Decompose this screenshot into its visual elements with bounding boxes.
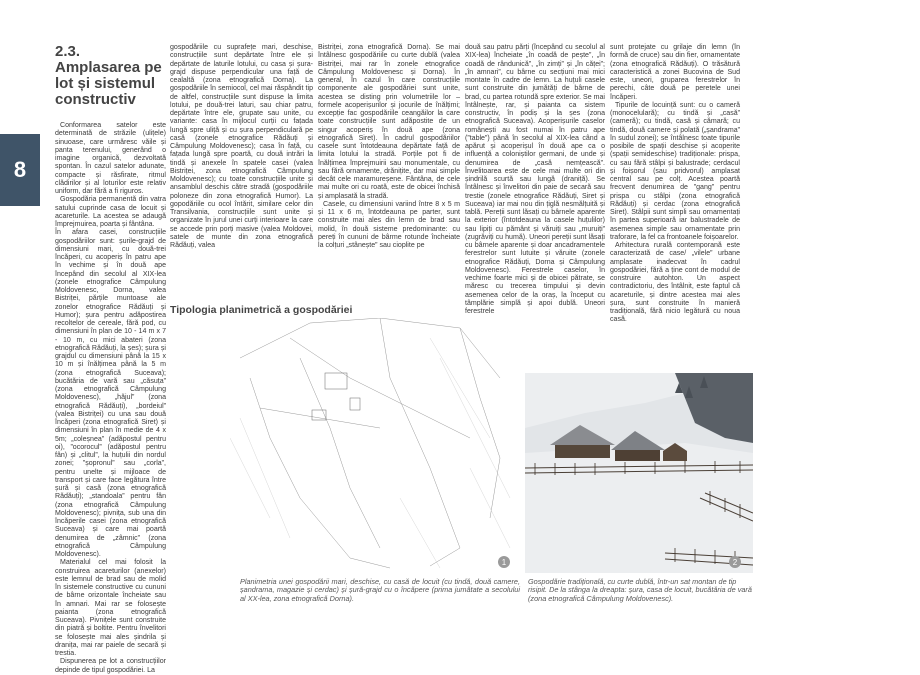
figure-caption-2: Gospodărie tradițională, cu curte dublă, într-un sat montan de tip risipit. De la stânga la dreapta: șura, casa de locuit, bucătăria de vară (zona etnografică Câmpulung Moldovenesc). <box>528 577 752 603</box>
paragraph: Gospodăria permanentă din vatra satului cuprinde casa de locuit și acareturile. La acestea se adaugă împrejmuirea, poarta și fântâna. <box>55 196 166 228</box>
text-column-3 <box>318 44 460 250</box>
section-title: 2.3. Amplasarea pe lot și sistemul constructiv <box>55 43 162 108</box>
left-column-group <box>55 44 166 675</box>
middle-text-row <box>170 44 462 302</box>
text-column-2 <box>170 44 313 250</box>
figure-badge-2 <box>729 556 741 568</box>
paragraph: gospodăriile cu suprafețe mari, deschise, construcțiile sunt depărtate între ele și depărtate de laturile lotului, cu casa și șura-grajd dispuse perpendicular una față de cealaltă (zona etnografică Dorna). La gospodăriile în semiocol, cel mai răspândit tip de altfel, construcțiile sunt dispuse la limita lotului, pe două-trei laturi, sau chiar patru, depărtate între ele, grupate sau unite, cu variante: casa în mijlocul curții cu fațada lungă spre uliță și cu șura perpendiculară pe casă (zonele etnografice Rădăuți și Câmpulung Moldovenesc); casa în față, cu fațada lungă spre poartă, cu două intrări la tindă și anexele în spatele casei (valea Bistriței, zona etnografică Câmpulung Moldovenesc); cu toate construcțiile unite și ansamblul deschis către stradă (gospodăriile poloneze din zona etnografică Humor). La gopodăriile cu ocol întărit, similare celor din Transilvania, construcțiile sunt unite și organizate în jurul unei curți interioare la care se accede prin porți masive (valea Moldovei, satele de munte din zona etnografică Rădăuți, valea <box>170 44 313 249</box>
paragraph: Arhitectura rurală contemporană este caracterizată de case/ „vilele” urbane amplasate inadecvat în cadrul gospodăriei, fără a ține cont de modul de construire autohton. Un aspect contradictoriu, des întâlnit, este faptul că acareturile, și dintre acestea mai ales șura, sunt construite în manieră tradițională, fără nicio legătură cu noua casă. <box>610 242 740 324</box>
paragraph: Materialul cel mai folosit la construirea acareturilor (anexelor) este lemnul de brad sau de molid în sistemele constructive cu cununi de bârne orizontale încheiate sau în amnari. Mai rar se folosește paianta (zona etnografică Suceava). Pivnițele sunt construite din piatră și boltite. Pentru învelitori se folosește mai ales șindrila și dranița, mai rar paiele de secară și trestia. <box>55 559 166 657</box>
paragraph: Casele, cu dimensiuni variind între 8 x 5 m și 11 x 6 m, întotdeauna pe parter, sunt construite mai ales din lemn de brad sau molid, în două sisteme predominante: cu pereți în cununi de bârme rotunde încheiate la colțuri „stânește” sau cioplite pe <box>318 200 460 249</box>
page-number: 8 <box>13 157 27 182</box>
text-column-4 <box>465 44 605 316</box>
paragraph: Conformarea satelor este determinată de străzile (ulițele) sinuoase, care urmăresc văile și panta terenului, generând o imagine organică, dezvoltată spontan. În cazul satelor adunate, compacte și răsfirate, ritmul clădirilor și al loturilor este relativ uniform, dar fără a fi riguros. <box>55 122 166 195</box>
right-group <box>465 44 752 603</box>
figure-caption-1: Planimetria unei gospodării mari, deschise, cu casă de locuit (cu tindă, două camere, șandrama, magazie și cerdac) și șură-grajd cu o încăpere (prima jumătate a secolului al XX-lea, zona etnografică Dorna). <box>240 577 520 603</box>
paragraph: Bistriței, zona etnografică Dorna). Se mai întâlnesc gospodăriile cu curte dublă (valea Bistriței, mai rar în zonele etnografice Câmpulung Moldovenesc și Dorna). În general, în cazul în care construcțiile componente ale gospodăriei sunt unite, acestea se disting prin volumetriile lor – formele acoperișurilor și jocurile de înălțimi; excepție fac gospodăriile ceangăilor la care toate construcțiile sunt adăpostite de un singur acoperiș în două ape (zona etnografică Siret). În cadrul gospodăriilor casele sunt întotdeauna depărtate față de limita lotului la stradă. Porțile pot fi de înălțimea împrejmuirii sau monumentale, cu sau fără ornamente, drănițite, dar mai simple decât cele maramureșene. Fântâna, de cele mai multe ori cu roată, este de obicei închisă și amplasată la stradă. <box>318 44 460 200</box>
text-column-1 <box>55 122 166 675</box>
paragraph: Tipurile de locuință sunt: cu o cameră (monocelulară); cu tindă și „casă” (cameră); cu tindă, casă și cămară; cu tindă, două camere și polată („șandrama” în sudul zonei); se întâlnesc toate tipurile posibile de spații deschise și acoperite (spații semideschise) tradiționale: prispa, cu sau fără stâlpi și balustrade; cerdacul și foișorul (sau pridvorul) amplasat central sau pe colț. Acestea poartă frecvent denumirea de ”gang” pentru prispa cu stâlpi (zona etnografică Rădăuți) și cerdac (zona etnografică Siret). Stâlpii sunt simpli sau ornamentați în partea superioară iar balustradele de asemenea simple sau ornamentate prin traforare, la fel ca frontoanele foișoarelor. <box>610 101 740 241</box>
text-column-5 <box>610 44 740 325</box>
middle-group <box>170 44 520 603</box>
right-text-row <box>465 44 752 369</box>
paragraph: În afara casei, construcțiile gospodăriilor sunt: șurile-grajd de dimensiuni mari, cu două-trei încăperi, cu acoperiș în patru ape în vechime și în două ape începând din secolul al XIX-lea (zonele etnografice Câmpulung Moldovenesc, Dorna, valea Bistriței, părțile muntoase ale zonelor etnografice Rădăuți și Humor); șura pentru adăpostirea recoltelor de cereale, fără pod, cu dimensiuni în plan de 10 - 14 m x 7 - 10 m, cu mici abateri (zona etnografică Rădăuți, la șes); șura și grajdul cu dimensiuni până la 15 x 10 m și înălțimea până la 5 m (zona etnografică Suceava); bucătăria de vară sau „căsuța” (zona etnografică Câmpulung Moldovenesc), „hăjul” (zona etnografică Rădăuți), „bordeiul” (valea Bistriței) cu una sau două încăperi (zona etnografică Siret) și dimensiuni în plan în medie de 4 x 5m; „coleșnea” (adăpostul pentru oi), ”ocorocul” (adăpostul pentru fân) și „clitul”, la huțulii din nordul zonei; ”șopronul” sau „corla”, pentru unelte și mijloace de transport și care face legătura între șură și casă (zona etnografică Rădăuți); „standoala” pentru fân (zona etnografică Câmpulung Moldovenesc); pivnița, sub una din încăperile casei (zona etnografică Suceava) și care mai poartă denumirea de „zâmnic” (zona etnografică Câmpulung Moldovenesc). <box>55 229 166 558</box>
badge-number: 1 <box>501 557 507 567</box>
paragraph: sunt protejate cu grilaje din lemn (în formă de cruce) sau din fier, ornamentate (zona etnografică Rădăuți). O trăsătură caracteristică a zonei Bucovina de Sud este, uneori, gruparea ferestrelor în perechi, câte două pe peretele unei încăperi. <box>610 44 740 101</box>
farmstead-photo <box>525 373 753 573</box>
farmstead-photo-figure <box>525 373 753 573</box>
badge-number: 2 <box>732 557 738 567</box>
paragraph: Dispunerea pe lot a construcțiilor depinde de tipul gospodăriei. La <box>55 658 166 674</box>
page-number-tab <box>0 134 40 206</box>
paragraph: două sau patru părți (începând cu secolul al XIX-lea) încheiate „în coadă de pește”, „în coadă de rândunică”, „în zimți” și „în căței”; „în amnari”, cu bârne cu secțiuni mai mici montate în cadre de lemn. La huțuli casele sunt construite din jumătăți de bârne de brad, cu partea rotundă spre exterior. Se mai întâlnește, rar, și paianta ca sistem constructiv, în podiș și la șes (zona etnografică Suceava). Acoperișurile caselor românești au fost numai în patru ape (”table”) până în secolul al XIX-lea când a apărut și acoperișul în două ape ca o influență a coloniștilor germani, de unde și denumirea de „casă nemțească”. Învelitoarea este de cele mai multe ori din șindrilă scurtă sau lungă (draniță). Se întâlnesc și învelitori din paie de secară sau trestie (zonele etnografice Rădăuți, Siret și Suceava) iar mai nou din țiglă nesmălțuită și tablă. Pereții sunt lăsați cu bârnele aparente la exterior (întotdeauna la casele huțulilor) sau lipiți cu pământ și văruiți sau „muruiți” (zugrăviți cu humă). Uneori pereții sunt lăsați cu bârnele aparente și doar ancadramentele ferestrelor sunt lutuite și văruite (zonele etnografice Rădăuți, Dorna și Câmpulung Moldovenesc). Ferestrele caselor, în vechime foarte mici și de obicei pătrate, se măresc cu trecerea timpului și devin asemenea celor de la oraș, la început cu tâmplărie simplă și apoi dublă. Uneori ferestrele <box>465 44 605 315</box>
figure-section-title: Tipologia planimetrică a gospodăriei <box>170 304 353 316</box>
